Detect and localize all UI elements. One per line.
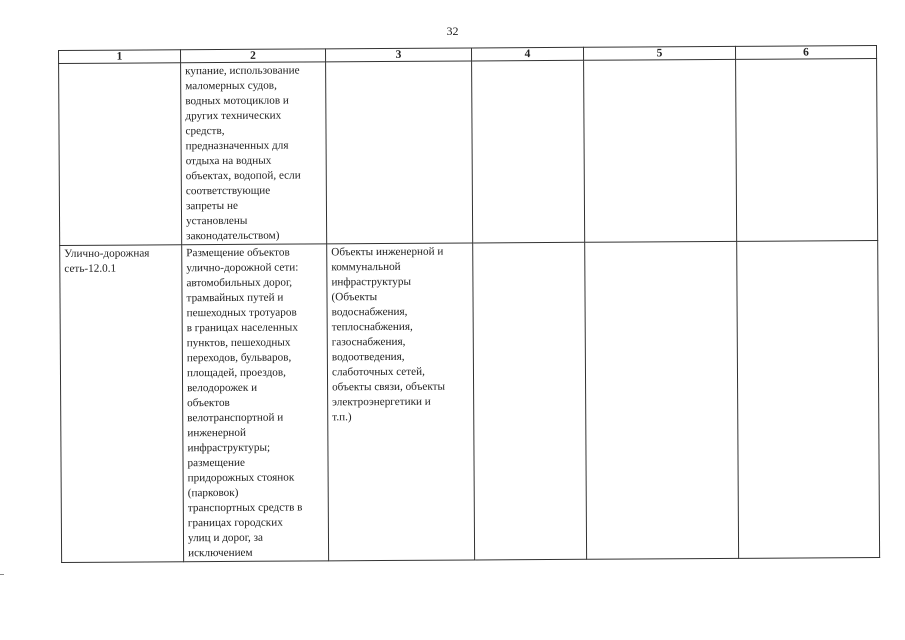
table-cell-col4	[472, 60, 585, 243]
page-number: 32	[446, 24, 459, 38]
table-row	[60, 240, 880, 562]
column-header-5: 5	[583, 46, 735, 60]
column-header-6: 6	[735, 46, 876, 60]
table-cell-use-description: Размещение объектов улично-дорожной сети: автомобильных дорог, трамвайных путей и пешеходных тротуаров в границах населенных пунктов, пешеходных переходов, бульваров, площадей, проездов, велодорожек и объектов велотранспортной и инженерной инфраструктуры; размещение придорожных стоянок (парковок) транспортных средств в границах городских улиц и дорог, за исключением	[182, 244, 329, 562]
column-header-3: 3	[325, 48, 471, 62]
table-cell-auxiliary-use: Объекты инженерной и коммунальной инфраструктуры (Объекты водоснабжения, теплоснабжения, газоснабжения, водоотведения, слаботочных сетей, объекты связи, объекты электроэнергетики и т.п.)	[327, 243, 475, 561]
column-header-2: 2	[181, 49, 326, 63]
table-cell-use-name: Улично-дорожная сеть-12.0.1	[60, 245, 184, 563]
table-cell-col5	[585, 241, 739, 559]
scan-edge-mark	[0, 574, 4, 575]
zoning-table	[58, 45, 880, 563]
table-cell-col4	[473, 242, 587, 560]
table-cell-use-name	[59, 63, 182, 246]
table-cell-col3	[326, 61, 473, 244]
column-header-4: 4	[471, 47, 583, 61]
table-cell-col6	[737, 240, 880, 558]
table-cell-col5	[584, 59, 737, 242]
table-row	[59, 58, 878, 245]
table-cell-col6	[736, 58, 878, 241]
column-header-1: 1	[59, 50, 181, 64]
table-cell-use-description: купание, использование маломерных судов, водных мотоциклов и других технических средств, предназначенных для отдыха на водных объектах, водопой, если соответствующие запреты не установлены законодательством)	[181, 62, 327, 245]
